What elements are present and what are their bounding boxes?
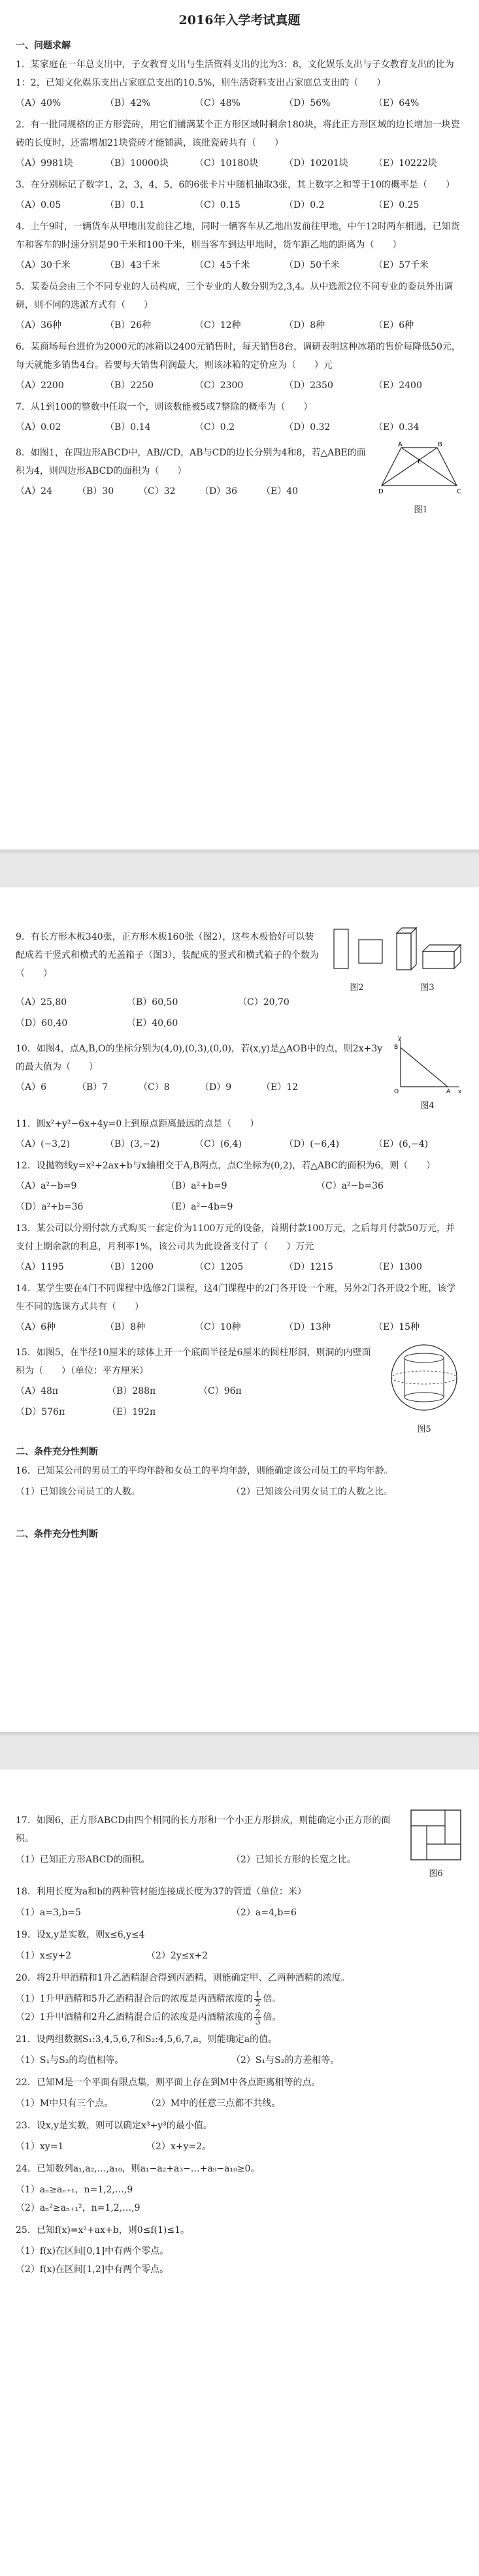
option: （B）43千米 — [105, 260, 161, 271]
figure-3-label: 图3 — [420, 983, 435, 993]
option: （A）36种 — [16, 320, 61, 331]
option: （E）2400 — [374, 380, 422, 391]
option: （C）32 — [139, 486, 176, 497]
option: （C）0.2 — [195, 422, 235, 433]
option: （D）9 — [200, 1082, 232, 1093]
condition-text-end: 倍。 — [263, 1994, 282, 2004]
question-7-options — [16, 419, 463, 436]
option: （E）40 — [261, 486, 299, 497]
condition: （2）a=4,b=6 — [231, 1907, 297, 1918]
condition: （2）f(x)在区间[1,2]中有两个零点。 — [16, 2264, 169, 2275]
condition: （2）S₁与S₂的方差相等。 — [231, 2055, 340, 2066]
fraction — [254, 2009, 262, 2026]
question-3: 3．在分别标记了数字1，2，3，4，5，6的6张卡片中随机抽取3张，其上数字之和等于10的概率是（ ） — [16, 180, 455, 190]
question-20: 20．将2升甲酒精和1升乙酒精混合得到丙酒精，则能确定甲、乙两种酒精的浓度。 — [16, 1973, 350, 1983]
question-4-options — [16, 257, 463, 274]
question-17: 17．如图6，正方形ABCD由四个相同的长方形和一个小正方形拼成，则能确定小正方形的面积。 — [16, 1815, 391, 1844]
document-title: 2016年入学考试真题 — [178, 13, 301, 27]
fraction-numerator: 2 — [255, 2007, 261, 2017]
question-25-conditions — [16, 2242, 463, 2279]
page-2 — [0, 887, 479, 1732]
question-19-conditions — [16, 1947, 463, 1965]
option: （A）a²−b=9 — [16, 1181, 77, 1191]
section-heading-sufficiency-repeat: 二、条件充分性判断 — [16, 1529, 98, 1540]
question-8: 8．如图1，在四边形ABCD中，AB//CD，AB与CD的边长分别为4和8，若△ABE的面积为4，则四边形ABCD的面积为（ ） — [16, 448, 366, 476]
figure-6-label: 图6 — [429, 1869, 443, 1879]
question-6-options — [16, 377, 463, 394]
question-22: 22．已知M是一个平面有限点集，则平面上存在到M中各点距离相等的点。 — [16, 2077, 321, 2088]
page-3-content — [16, 1808, 463, 2279]
condition: （2）aₙ²≥aₙ₊₁²，n=1,2,…,9 — [16, 2203, 140, 2213]
question-5: 5．某委员会由三个不同专业的人员构成，三个专业的人数分别为2,3,4。从中选派2位不同专业的委员外出调研，则不同的选派方式有（ ） — [16, 282, 454, 310]
svg-text:D: D — [378, 488, 384, 495]
page-break — [0, 1732, 479, 1770]
question-7: 7．从1到100的整数中任取一个，则该数能被5或7整除的概率为（ ） — [16, 402, 313, 412]
option: （E）64% — [374, 98, 420, 108]
option: （C）10180块 — [195, 158, 259, 169]
option: （A）25,80 — [16, 997, 67, 1008]
question-9: 9．有长方形木板340张，正方形木板160张（图2），这些木板恰好可以装配成若干竖式和横式的无盖箱子（图3），装配成的竖式和横式箱子的个数为（ ） — [16, 932, 319, 979]
option: （C）48% — [195, 98, 240, 108]
option: （A）9981块 — [16, 158, 73, 169]
condition: （1）f(x)在区间[0,1]中有两个零点。 — [16, 2246, 169, 2256]
question-5-options — [16, 317, 463, 334]
condition-2 — [16, 2008, 463, 2026]
question-23: 23．设x,y是实数，则可以确定x³+y³的最小值。 — [16, 2121, 212, 2131]
option: （C）12种 — [195, 320, 241, 331]
fraction-numerator: 1 — [255, 1989, 261, 1999]
section-heading-sufficiency: 二、条件充分性判断 — [16, 1447, 98, 1457]
condition: （1）已知正方形ABCD的面积。 — [16, 1855, 150, 1865]
option: （A）6 — [16, 1082, 47, 1093]
figure-1-label: 图1 — [414, 505, 428, 515]
option: （C）45千米 — [195, 260, 250, 271]
option: （D）(−6,4) — [284, 1139, 340, 1149]
option: （C）(6,4) — [195, 1139, 242, 1149]
sphere-cylinder-figure — [385, 1340, 463, 1418]
condition-text-end: 倍。 — [263, 2012, 282, 2023]
figure-4 — [391, 1036, 463, 1111]
figure-2-label: 图2 — [350, 983, 364, 993]
condition: （2）已知该公司男女员工的人数之比。 — [231, 1487, 393, 1497]
option: （E）10222块 — [374, 158, 437, 169]
question-3-options — [16, 197, 463, 214]
figure-5-label: 图5 — [417, 1425, 431, 1434]
condition: （1）S₁与S₂的均值相等。 — [16, 2055, 124, 2066]
fraction-denominator: 2 — [255, 1998, 261, 2008]
option: （E）0.34 — [374, 422, 420, 433]
page-1-content — [16, 0, 463, 515]
question-20-conditions — [16, 1990, 463, 2026]
question-13: 13．某公司以分期付款方式购买一套定价为1100万元的设备，首期付款100万元，之后每月付款50万元，并支付上期余款的利息，月利率1%，该公司共为此设备支付了（ ）万元 — [16, 1223, 455, 1252]
condition: （1）x≤y+2 — [16, 1951, 72, 1961]
fraction — [254, 1990, 262, 2008]
condition-1 — [16, 1990, 463, 2008]
option: （D）50千米 — [284, 260, 340, 271]
option: （D）2350 — [284, 380, 333, 391]
page-3 — [0, 1770, 479, 2576]
question-2-options — [16, 155, 463, 172]
option: （B）288π — [107, 1386, 156, 1396]
condition: （1）aₙ≥aₙ₊₁，n=1,2,…,9 — [16, 2185, 133, 2195]
condition: （1）xy=1 — [16, 2141, 64, 2152]
option: （B）0.14 — [105, 422, 151, 433]
svg-text:B: B — [394, 1044, 399, 1051]
figure-4-label: 图4 — [420, 1101, 435, 1111]
option: （D）576π — [16, 1407, 65, 1417]
condition: （2）M中的任意三点都不共线。 — [146, 2098, 281, 2109]
option: （B）a²+b=9 — [166, 1181, 227, 1191]
option: （E）12 — [261, 1082, 299, 1093]
pinwheel-square-figure — [408, 1808, 463, 1862]
trapezoid-figure — [378, 440, 463, 499]
option: （D）1215 — [284, 1262, 333, 1272]
option: （B）30 — [77, 486, 114, 497]
option: （E）1300 — [374, 1262, 422, 1272]
question-9-text-block — [16, 924, 321, 985]
question-15: 15．如图5，在半径10厘米的球体上开一个底面半径是6厘米的圆柱形洞，则洞的内壁面积为（ ）（单位：平方厘米） — [16, 1347, 371, 1376]
option: （C）10种 — [195, 1322, 241, 1332]
option: （D）8种 — [284, 320, 325, 331]
triangle-axes-figure — [391, 1036, 463, 1095]
figures-2-3 — [327, 924, 463, 993]
question-1-options — [16, 95, 463, 112]
option: （E）15种 — [374, 1322, 420, 1332]
option: （A）0.05 — [16, 200, 61, 210]
question-17-conditions — [16, 1851, 402, 1869]
question-17-text-block — [16, 1808, 402, 1872]
question-8-options — [16, 483, 372, 500]
option: （E）0.25 — [374, 200, 420, 210]
option: （A）(−3,2) — [16, 1139, 71, 1149]
fraction-denominator: 3 — [255, 2017, 261, 2026]
condition: （2）2y≤x+2 — [146, 1951, 208, 1961]
option: （C）20,70 — [238, 997, 289, 1008]
question-25: 25．已知f(x)=x²+ax+b，则0≤f(1)≤1。 — [16, 2225, 190, 2236]
option: （C）0.15 — [195, 200, 240, 210]
figure-2 — [327, 924, 386, 993]
option: （C）1205 — [195, 1262, 244, 1272]
option: （A）30千米 — [16, 260, 71, 271]
option: （D）a²+b=36 — [16, 1202, 84, 1212]
option: （B）7 — [77, 1082, 108, 1093]
question-4: 4．上午9时，一辆货车从甲地出发前往乙地，同时一辆客车从乙地出发前往甲地，中午12时两车相遇，已知货车和客车的时速分别是90千米和100千米，则当客车到达甲地时，货车距乙地的距离为（ ） — [16, 222, 460, 250]
question-19: 19．设x,y是实数，则x≤6,y≤4 — [16, 1930, 145, 1940]
condition: （2）x+y=2。 — [146, 2141, 212, 2152]
figure-3 — [391, 924, 463, 993]
question-8-row — [16, 440, 463, 515]
option: （D）56% — [284, 98, 331, 108]
option: （E）a²−4b=9 — [166, 1202, 233, 1212]
option: （A）1195 — [16, 1262, 64, 1272]
option: （B）(3,−2) — [105, 1139, 160, 1149]
question-21: 21．设两组数据S₁:3,4,5,6,7和S₂:4,5,6,7,a，则能确定a的值。 — [16, 2034, 278, 2045]
option: （D）0.32 — [284, 422, 331, 433]
figure-1 — [378, 440, 463, 515]
page-1 — [0, 0, 479, 850]
option: （B）60,50 — [127, 997, 178, 1008]
question-15-options — [16, 1383, 378, 1400]
option: （B）26种 — [105, 320, 152, 331]
condition-text: （2）1升甲酒精和2升乙酒精混合后的浓度是丙酒精浓度的 — [16, 2012, 253, 2023]
condition-text: （1）1升甲酒精和5升乙酒精混合后的浓度是丙酒精浓度的 — [16, 1994, 253, 2004]
option: （B）42% — [105, 98, 151, 108]
question-16: 16．已知某公司的男员工的平均年龄和女员工的平均年龄，则能确定该公司员工的平均年龄。 — [16, 1466, 393, 1476]
option: （E）(6,−4) — [374, 1139, 429, 1149]
option: （A）0.02 — [16, 422, 61, 433]
option: （C）a²−b=36 — [316, 1181, 384, 1191]
question-13-options — [16, 1259, 463, 1276]
option: （A）24 — [16, 486, 52, 497]
question-23-conditions — [16, 2138, 463, 2156]
condition: （1）M中只有三个点。 — [16, 2098, 114, 2109]
section-heading-problem-solving: 一、问题求解 — [16, 41, 71, 51]
option: （B）0.1 — [105, 200, 145, 210]
question-10-row — [16, 1036, 463, 1111]
question-21-conditions — [16, 2051, 463, 2070]
option: （D）0.2 — [284, 200, 325, 210]
page-2-content — [16, 924, 463, 1544]
question-24-conditions — [16, 2181, 463, 2217]
condition: （1）a=3,b=5 — [16, 1907, 81, 1918]
option: （B）1200 — [105, 1262, 154, 1272]
option: （B）10000块 — [105, 158, 169, 169]
boxes-figure — [391, 924, 463, 976]
option: （E）57千米 — [374, 260, 429, 271]
question-24: 24．已知数列a₁,a₂,…,a₁₀，则a₁−a₂+a₃−…+a₉−a₁₀≥0。 — [16, 2164, 260, 2174]
question-9-options — [16, 994, 463, 1011]
option: （A）48π — [16, 1386, 59, 1396]
question-12-options — [16, 1178, 463, 1195]
question-1: 1．某家庭在一年总支出中，子女教育支出与生活资料支出的比为3：8，文化娱乐支出与子女教育支出的比为1：2，已知文化娱乐支出占家庭总支出的10.5%，则生活资料支出占家庭总支出的（ ） — [16, 59, 454, 88]
option: （E）40,60 — [127, 1018, 178, 1029]
option: （E）6种 — [374, 320, 414, 331]
option: （A）6种 — [16, 1322, 56, 1332]
svg-text:y: y — [398, 1036, 402, 1042]
svg-text:x: x — [458, 1089, 462, 1095]
option: （B）2250 — [105, 380, 154, 391]
question-14-options — [16, 1319, 463, 1336]
question-6: 6．某商场每台进价为2000元的冰箱以2400元销售时，每天销售8台，调研表明这种冰箱的售价每降低50元，每天就能多销售4台。若要每天销售利润最大，则该冰箱的定价应为（ ）元 — [16, 342, 461, 371]
question-11-options — [16, 1136, 463, 1153]
question-12-options-row2 — [16, 1198, 463, 1215]
option: （C）2300 — [195, 380, 244, 391]
option: （A）40% — [16, 98, 61, 108]
svg-text:C: C — [457, 488, 461, 495]
option: （D）13种 — [284, 1322, 331, 1332]
question-12: 12．设抛物线y=x²+2ax+b与x轴相交于A,B两点，点C坐标为(0,2)，若△ABC的面积为6，则（ ） — [16, 1161, 436, 1171]
option: （C）96π — [199, 1386, 242, 1396]
svg-text:A: A — [446, 1089, 451, 1095]
question-18: 18．利用长度为a和b的两种管材能连接成长度为37的管道（单位：米） — [16, 1887, 306, 1897]
question-9-row — [16, 924, 463, 993]
question-16-conditions — [16, 1483, 463, 1501]
question-15-text-block — [16, 1340, 378, 1425]
option: （D）36 — [200, 486, 238, 497]
option: （E）192π — [107, 1407, 156, 1417]
svg-text:E: E — [418, 458, 422, 465]
svg-text:O: O — [394, 1089, 399, 1095]
question-15-options-row2 — [16, 1404, 378, 1421]
svg-text:B: B — [438, 441, 442, 448]
question-17-row — [16, 1808, 463, 1879]
question-10: 10．如图4，点A,B,O的坐标分别为(4,0),(0,3),(0,0)，若(x,y)是△AOB中的点，则2x+3y的最大值为（ ） — [16, 1044, 383, 1072]
option: （D）10201块 — [284, 158, 348, 169]
question-15-row — [16, 1340, 463, 1434]
question-18-conditions — [16, 1904, 463, 1922]
question-10-options — [16, 1079, 385, 1096]
question-14: 14．某学生要在4门不同课程中选修2门课程，这4门课程中的2门各开设一个班，另外2门各开设2个班，该学生不同的选课方式共有（ ） — [16, 1283, 456, 1312]
question-11: 11．圆x²+y²−6x+4y=0上到原点距离最远的点是（ ） — [16, 1119, 259, 1129]
question-2: 2．有一批同规格的正方形瓷砖，用它们铺满某个正方形区域时剩余180块，将此正方形区域的边长增加一块瓷砖的长度时，还需增加21块瓷砖才能铺满，该批瓷砖共有（ ） — [16, 120, 460, 148]
condition: （2）已知长方形的长宽之比。 — [231, 1855, 356, 1865]
figure-5 — [385, 1340, 463, 1434]
boards-figure — [327, 924, 386, 976]
svg-text:A: A — [398, 441, 403, 448]
question-10-text-block — [16, 1036, 385, 1100]
page-break — [0, 850, 479, 887]
option: （B）8种 — [105, 1322, 146, 1332]
figure-6 — [408, 1808, 463, 1879]
question-9-options-row2 — [16, 1015, 463, 1032]
question-22-conditions — [16, 2094, 463, 2113]
option: （D）60,40 — [16, 1018, 68, 1029]
option: （C）8 — [139, 1082, 170, 1093]
option: （A）2200 — [16, 380, 64, 391]
question-8-text-block — [16, 440, 372, 504]
condition: （1）已知该公司员工的人数。 — [16, 1487, 140, 1497]
